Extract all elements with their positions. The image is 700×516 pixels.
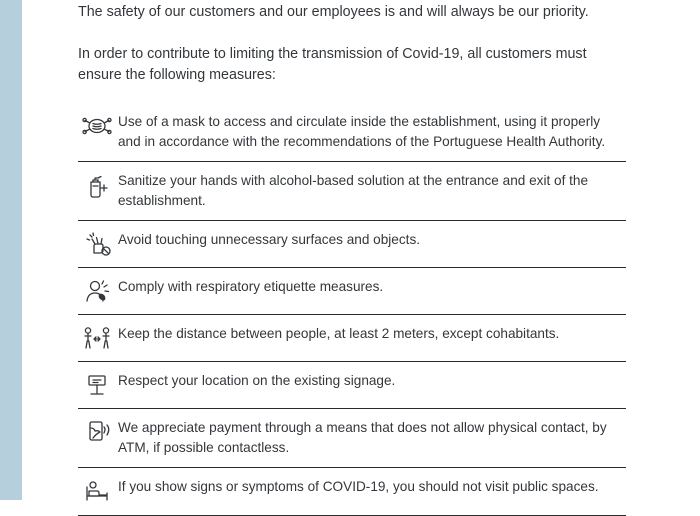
list-item bbox=[78, 468, 626, 516]
contactless-payment-icon bbox=[78, 418, 116, 447]
intro-paragraph-2: In order to contribute to limiting the transmission of Covid-19, all customers must ensure the following measures: bbox=[78, 46, 587, 83]
list-item bbox=[78, 315, 626, 362]
list-item-label: If you show signs or symptoms of COVID-19, you should not visit public spaces. bbox=[118, 479, 599, 494]
list-item bbox=[78, 162, 626, 221]
list-item-label: Keep the distance between people, at least 2 meters, except cohabitants. bbox=[118, 326, 560, 341]
intro-paragraph-1: The safety of our customers and our employees is and will always be our priority. bbox=[78, 4, 589, 20]
list-item-label: We appreciate payment through a means that does not allow physical contact, by ATM, if possible contactless. bbox=[118, 420, 607, 455]
list-item bbox=[78, 221, 626, 268]
stay-home-bed-icon bbox=[78, 477, 116, 506]
cough-etiquette-icon bbox=[78, 277, 116, 304]
list-item bbox=[78, 362, 626, 409]
measures-list bbox=[78, 104, 626, 516]
list-item bbox=[78, 104, 626, 162]
list-item bbox=[78, 409, 626, 468]
no-touching-hand-icon bbox=[78, 230, 116, 257]
list-item bbox=[78, 268, 626, 315]
left-accent-bar bbox=[0, 0, 22, 500]
list-item-label: Use of a mask to access and circulate inside the establishment, using it properly and in accordance with the recommendations of the Portuguese Health Authority. bbox=[118, 114, 606, 149]
document-content bbox=[78, 0, 626, 500]
hand-sanitizer-bottle-icon bbox=[78, 171, 116, 200]
list-item-label: Sanitize your hands with alcohol-based solution at the entrance and exit of the establishment. bbox=[118, 173, 589, 208]
list-item-label: Avoid touching unnecessary surfaces and objects. bbox=[118, 232, 421, 247]
list-item-label: Respect your location on the existing signage. bbox=[118, 373, 396, 388]
list-item-label: Comply with respiratory etiquette measures. bbox=[118, 279, 384, 294]
signage-board-icon bbox=[78, 371, 116, 398]
social-distancing-people-icon bbox=[78, 324, 116, 351]
face-mask-icon bbox=[78, 112, 116, 139]
